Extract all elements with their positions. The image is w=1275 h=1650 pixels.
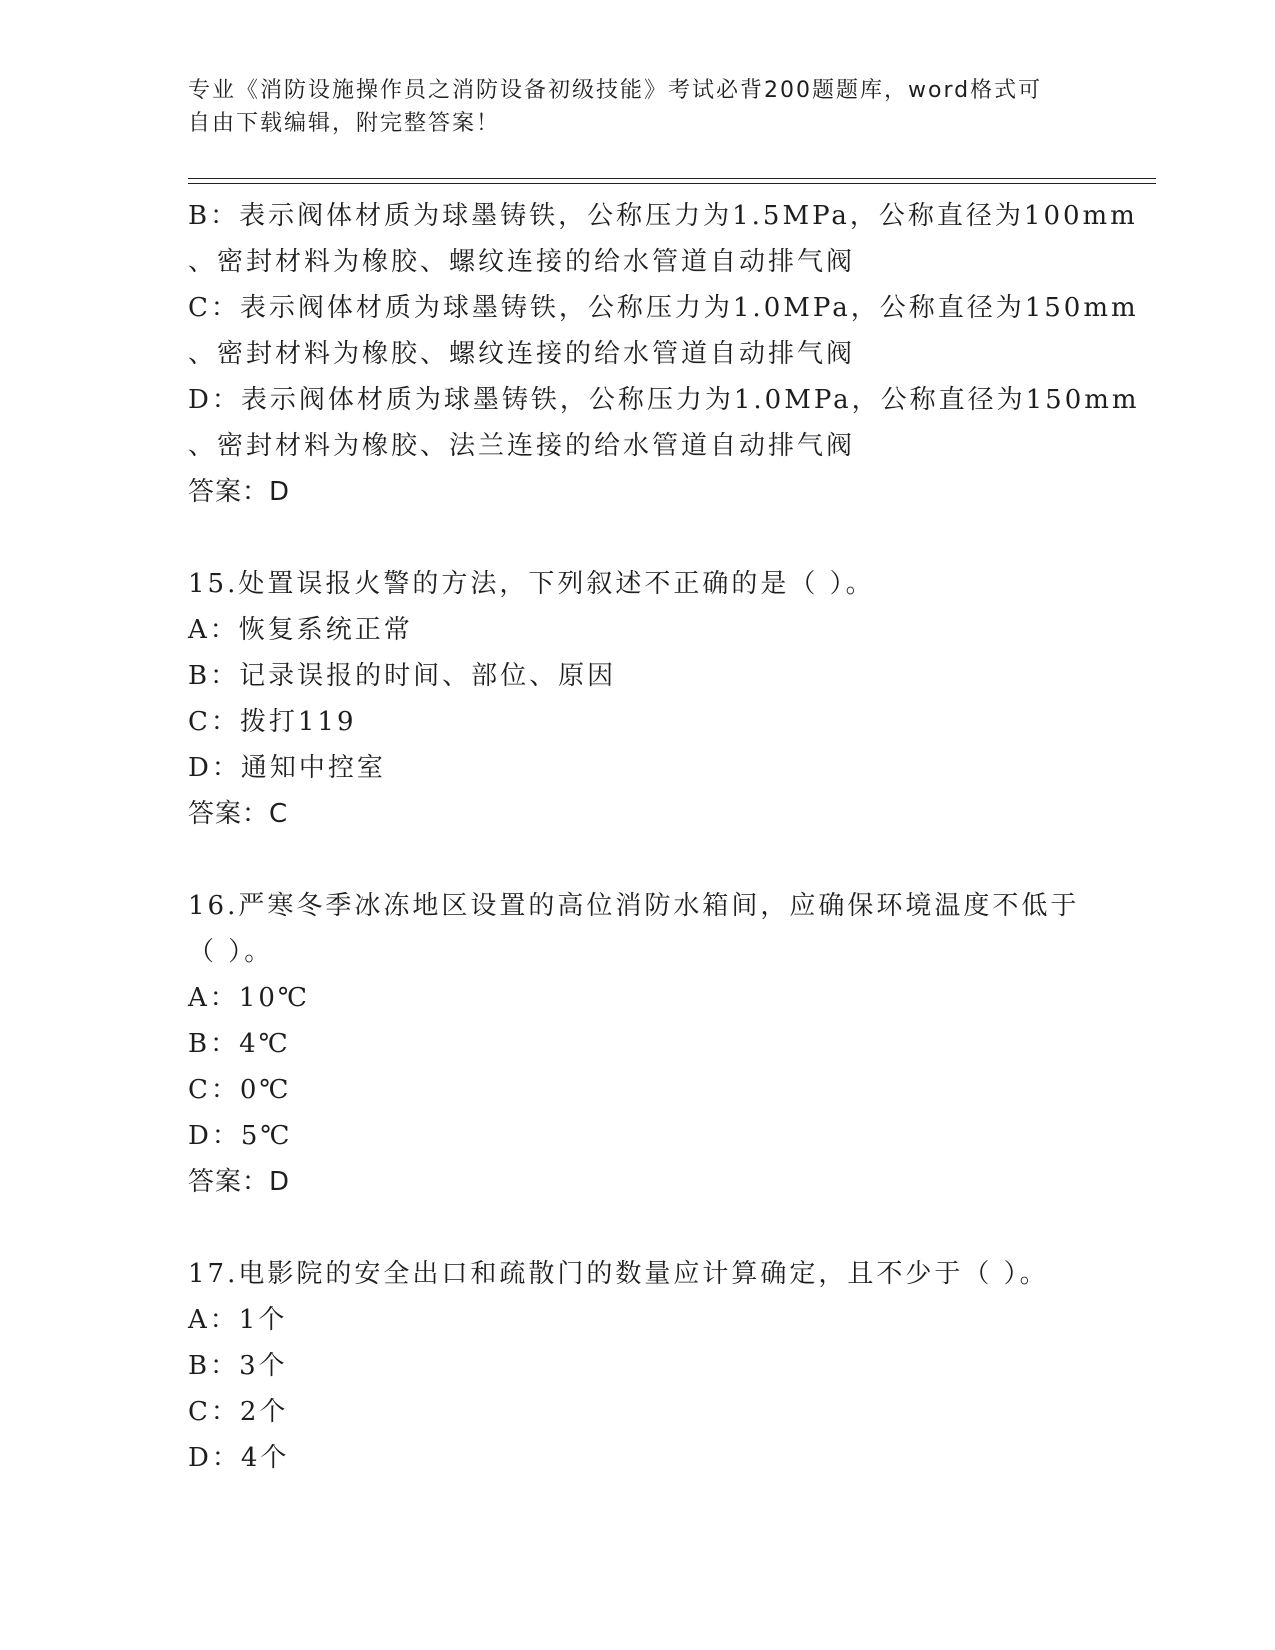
option-c: C：2个: [188, 1397, 289, 1427]
option-d: D：4个: [188, 1443, 290, 1473]
header-line-2: 自由下载编辑，附完整答案！: [188, 111, 501, 136]
question-text-line-2: （ ）。: [188, 937, 274, 967]
answer: 答案：D: [188, 1167, 291, 1197]
question-14-remainder: [188, 193, 1140, 515]
spacer: [188, 515, 1088, 561]
option-d-line-2: 、密封材料为橡胶、法兰连接的给水管道自动排气阀: [188, 431, 856, 461]
question-17: [188, 1251, 1088, 1481]
header-divider-top: [188, 178, 1156, 179]
answer: 答案：C: [188, 799, 289, 829]
option-c: C：拨打119: [188, 707, 357, 737]
option-b: B：3个: [188, 1351, 288, 1381]
option-b-line-2: 、密封材料为橡胶、螺纹连接的给水管道自动排气阀: [188, 247, 856, 277]
spacer: [188, 1205, 1088, 1251]
option-d: D：5℃: [188, 1121, 293, 1151]
question-text: 17.电影院的安全出口和疏散门的数量应计算确定，且不少于（ ）。: [188, 1259, 1049, 1289]
document-header: [188, 74, 1068, 140]
option-d: D：通知中控室: [188, 753, 386, 783]
question-text-line-1: 16.严寒冬季冰冻地区设置的高位消防水箱间，应确保环境温度不低于: [188, 891, 1080, 921]
option-a: A：10℃: [188, 983, 310, 1013]
question-list: [188, 193, 1140, 1481]
option-c: C：0℃: [188, 1075, 292, 1105]
spacer: [188, 837, 1088, 883]
option-a: A：1个: [188, 1305, 288, 1335]
option-b-line-1: B：表示阀体材质为球墨铸铁，公称压力为1.5MPa，公称直径为100mm: [188, 201, 1138, 231]
option-c-line-2: 、密封材料为橡胶、螺纹连接的给水管道自动排气阀: [188, 339, 856, 369]
option-c-line-1: C：表示阀体材质为球墨铸铁，公称压力为1.0MPa，公称直径为150mm: [188, 293, 1139, 323]
option-a: A：恢复系统正常: [188, 615, 413, 645]
answer: 答案：D: [188, 477, 291, 507]
option-d-line-1: D：表示阀体材质为球墨铸铁，公称压力为1.0MPa，公称直径为150mm: [188, 385, 1140, 415]
header-line-1: 专业《消防设施操作员之消防设备初级技能》考试必背200题题库，word格式可: [188, 78, 1043, 103]
header-divider-bottom: [188, 183, 1156, 184]
question-15: [188, 561, 1088, 837]
option-b: B：4℃: [188, 1029, 291, 1059]
question-text: 15.处置误报火警的方法，下列叙述不正确的是（ ）。: [188, 569, 875, 599]
option-b: B：记录误报的时间、部位、原因: [188, 661, 617, 691]
question-16: [188, 883, 1088, 1205]
